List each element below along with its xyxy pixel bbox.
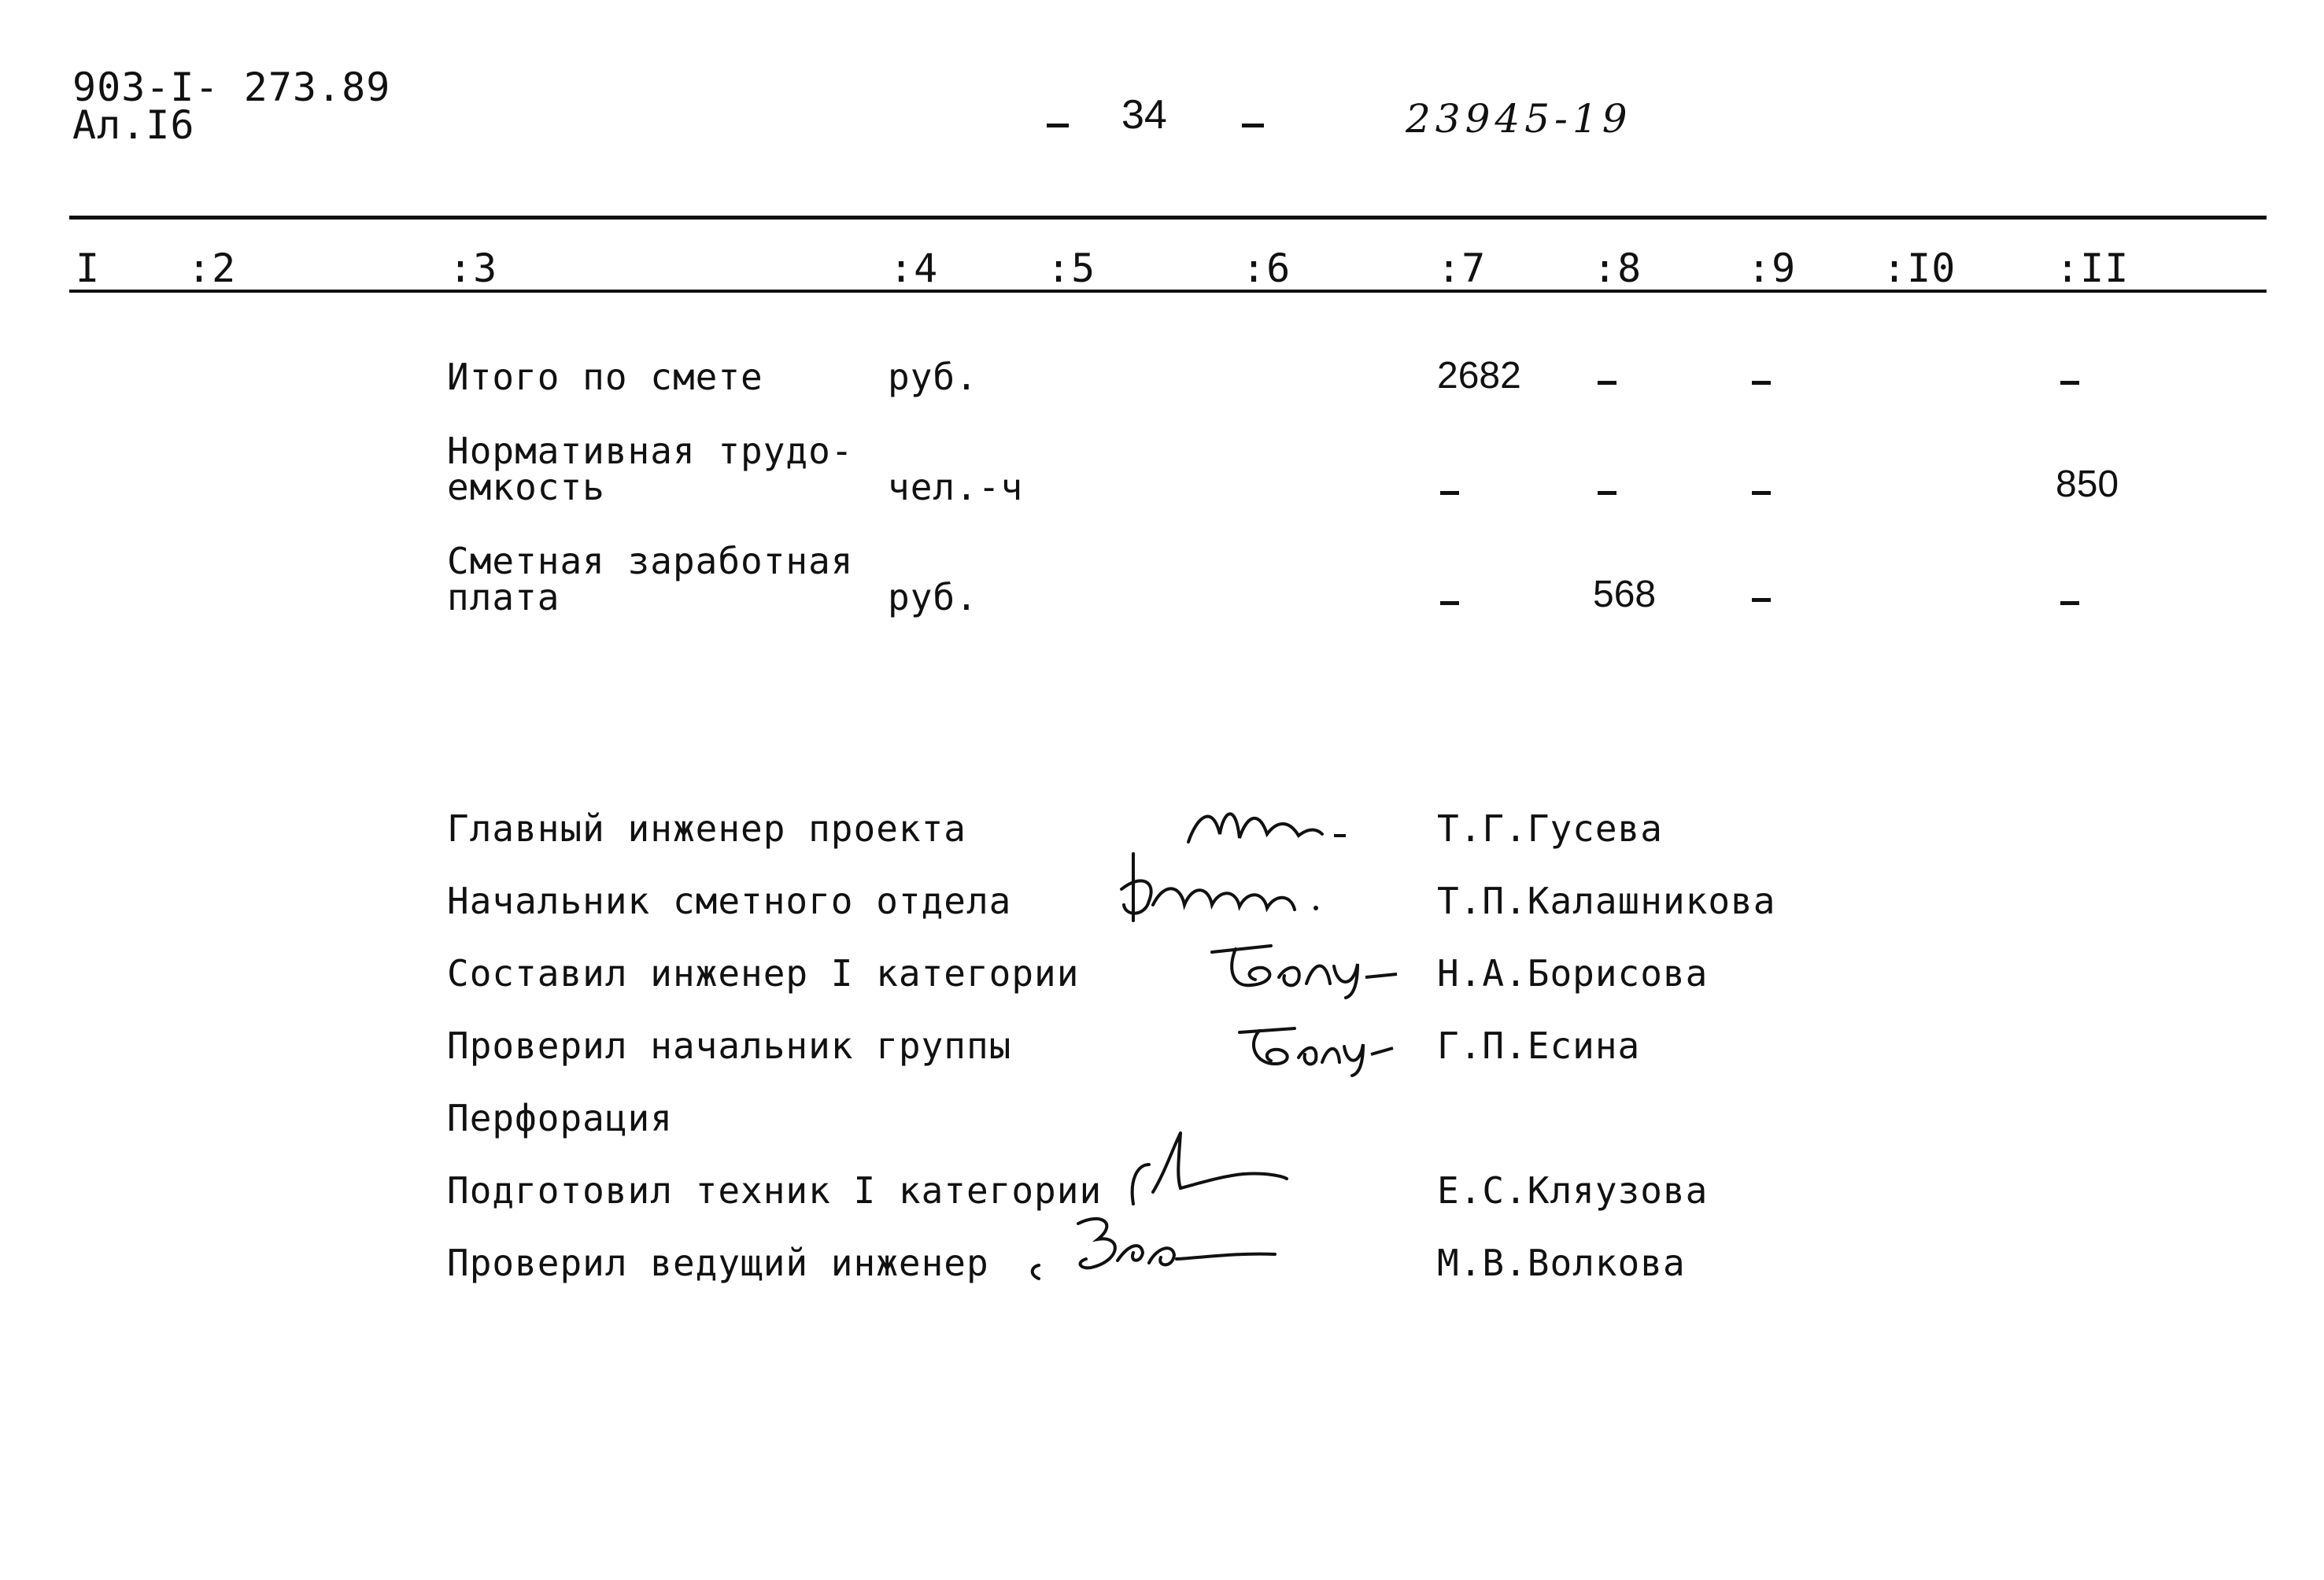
handwritten-signature: [1228, 1009, 1417, 1080]
signature-role: Подготовил техник I категории: [447, 1169, 1103, 1212]
row-value-col9-dash: [1752, 381, 1771, 385]
row-value-col7: 2682: [1437, 355, 1521, 397]
signatory-name: Т.П.Калашникова: [1437, 880, 1776, 922]
column-header-4: :4: [889, 245, 939, 291]
row-value-col7-dash: [1440, 491, 1459, 495]
handwritten-signature: [1023, 1196, 1291, 1290]
row-name: Сметная заработная: [447, 540, 854, 582]
signatory-name: М.В.Волкова: [1437, 1242, 1686, 1284]
page-dash-left: [1047, 124, 1069, 127]
row-value-col8-dash: [1598, 381, 1616, 385]
column-header-10: :I0: [1882, 245, 1956, 291]
column-header-2: :2: [187, 245, 237, 291]
signature-role: Начальник сметного отдела: [447, 880, 1012, 922]
signature-role: Проверил ведущий инженер: [447, 1242, 989, 1284]
signature-role: Проверил начальник группы: [447, 1024, 1012, 1067]
table-top-rule: [69, 216, 2267, 220]
column-header-11: :II: [2056, 245, 2130, 291]
signatory-name: Г.П.Есина: [1437, 1024, 1641, 1067]
row-name: Нормативная трудо-: [447, 430, 854, 472]
sheet-number: Ал.I6: [72, 102, 195, 148]
page-number: 34: [1121, 92, 1167, 138]
document-code: 903-I- 273.89: [72, 65, 391, 110]
column-header-6: :6: [1242, 245, 1291, 291]
signatory-name: Т.Г.Гусева: [1437, 807, 1663, 850]
row-unit: руб.: [888, 576, 978, 618]
row-value-col11: 850: [2056, 463, 2119, 505]
archive-number: 23945-19: [1406, 96, 1632, 142]
row-value-col11-dash: [2060, 381, 2079, 385]
signatory-name: Е.С.Кляузова: [1437, 1169, 1709, 1212]
row-value-col7-dash: [1440, 601, 1459, 605]
column-header-8: :8: [1593, 245, 1642, 291]
row-value-col11-dash: [2060, 601, 2079, 605]
signature-role: Перфорация: [447, 1097, 673, 1139]
handwritten-signature: [1196, 928, 1417, 999]
row-name-continued: плата: [447, 576, 560, 618]
row-value-col9-dash: [1752, 491, 1771, 495]
signature-role: Главный инженер проекта: [447, 807, 966, 850]
handwritten-signature: [1110, 842, 1362, 928]
row-value-col9-dash: [1752, 598, 1771, 602]
signatory-name: Н.А.Борисова: [1437, 952, 1709, 995]
row-value-col8-dash: [1598, 491, 1616, 495]
signature-role: Составил инженер I категории: [447, 952, 1080, 995]
page-dash-right: [1242, 124, 1264, 127]
column-header-9: :9: [1747, 245, 1797, 291]
column-header-1: I: [76, 245, 101, 291]
row-name-continued: емкость: [447, 466, 605, 508]
column-header-3: :3: [449, 245, 498, 291]
row-unit: руб.: [888, 356, 978, 398]
column-header-7: :7: [1437, 245, 1487, 291]
column-header-5: :5: [1047, 245, 1096, 291]
row-unit: чел.-ч: [888, 466, 1024, 508]
row-value-col8: 568: [1593, 574, 1657, 615]
row-name: Итого по смете: [447, 356, 763, 398]
